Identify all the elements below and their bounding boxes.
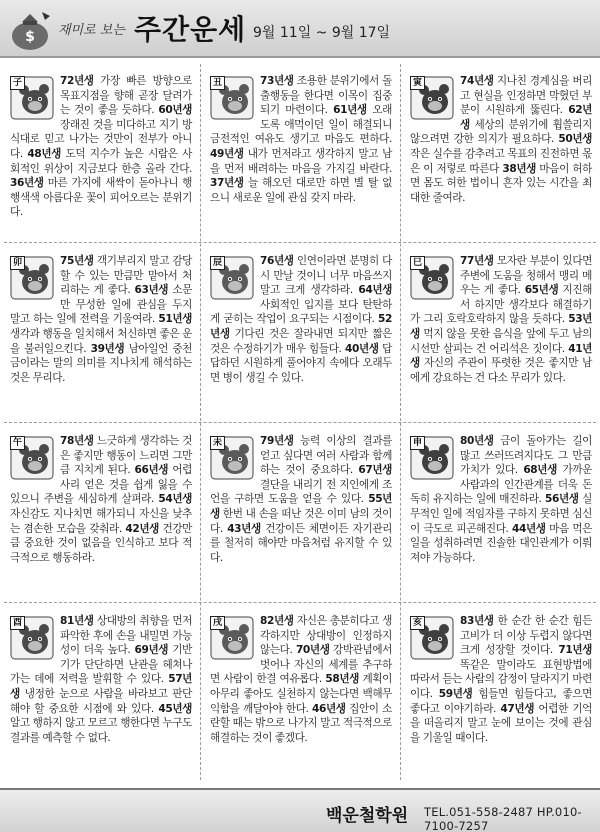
zodiac-badge: 戌	[210, 616, 225, 630]
zodiac-cell	[202, 244, 398, 422]
horse-icon	[10, 436, 54, 480]
fortune-sentence: 지나친 경계심을 버리고 현실을 인정하면 막혔던 부분이 시원하게 뚫린다.	[460, 75, 592, 117]
birth-year-label: 54년생	[158, 493, 192, 506]
birth-year-label: 79년생	[260, 435, 294, 447]
fortune-sentence: 냉정한 눈으로 사람을 바라보고 판단해야 할 중요한 시점에 와 있다.	[10, 687, 192, 715]
birth-year-label: 80년생	[460, 435, 494, 447]
birth-year-label: 71년생	[558, 644, 592, 657]
fortune-sentence: 가까운 사람과의 인간관계를 더욱 돈독히 유지하는 일에 매진하라.	[410, 464, 593, 506]
birth-year-label: 61년생	[333, 104, 367, 117]
birth-year-label: 39년생	[90, 342, 125, 355]
birth-year-label: 42년생	[125, 522, 159, 535]
fortune-sentence: 세상의 분위기에 휩쓸리지 않으려면 강한 의지가 필요하다.	[410, 118, 592, 146]
page-header	[0, 0, 600, 58]
zodiac-cell	[2, 604, 198, 782]
zodiac-badge: 亥	[410, 616, 425, 630]
svg-text:$: $	[25, 29, 35, 45]
zodiac-badge: 卯	[10, 256, 25, 270]
birth-year-label: 75년생	[60, 255, 94, 267]
fortune-sentence: 소문만 무성한 일에 관심을 두지 말고 하는 일에 전력을 기울여라.	[10, 284, 192, 326]
tiger-icon	[410, 76, 454, 120]
fortune-sentence: 능력 이상의 결과를 얻고 싶다면 여러 사람과 함께 하는 것이 중요하다.	[260, 435, 392, 477]
zodiac-cell	[2, 424, 198, 602]
birth-year-label: 76년생	[260, 255, 294, 267]
fortune-sentence: 건강만큼 중요한 것이 없음을 인식하고 보다 적극적으로 행동하라.	[10, 522, 192, 564]
fortune-sentence: 힘들면 힘들다고, 좋으면 좋다고 이야기하라.	[410, 687, 592, 715]
page-footer	[0, 788, 600, 832]
birth-year-label: 66년생	[134, 464, 169, 477]
zodiac-badge: 酉	[10, 616, 25, 630]
zodiac-cell	[202, 64, 398, 242]
rabbit-icon	[10, 256, 54, 300]
birth-year-label: 82년생	[260, 615, 294, 627]
zodiac-cell	[402, 604, 598, 782]
birth-year-label: 51년생	[158, 313, 192, 326]
row-divider	[4, 422, 596, 423]
fortune-sentence: 똑같은 말이라도 표현방법에 따라서 듣는 사람의 감정이 달라지기 마련이다.	[410, 658, 593, 700]
birth-year-label: 72년생	[60, 75, 94, 87]
birth-year-label: 50년생	[558, 133, 592, 146]
fortune-sentence: 사회적인 입지를 보다 탄탄하게 굳히는 작업이 요구되는 시점이다.	[210, 298, 392, 326]
pig-icon	[410, 616, 454, 660]
birth-year-label: 62년생	[460, 104, 592, 131]
birth-year-label: 63년생	[134, 284, 169, 297]
birth-year-label: 65년생	[524, 284, 559, 297]
birth-year-label: 57년생	[10, 673, 192, 700]
fortune-sentence: 가장 빠른 방향으로 목표지점을 향해 곧장 달려가는 것이 좋을 듯하다.	[60, 75, 192, 117]
zodiac-cell	[2, 64, 198, 242]
birth-year-label: 47년생	[500, 702, 535, 715]
zodiac-badge: 午	[10, 436, 25, 450]
fortune-sentence: 지진해서 하지만 생각보다 해결하기가 그리 호락호락하지 않을 듯하다.	[410, 284, 592, 326]
zodiac-cell	[2, 244, 198, 422]
birth-year-label: 67년생	[358, 464, 392, 477]
fortune-sentence: 오래도록 애먹이던 일이 해결되니 금전적인 여유도 생기고 마음도 편하다.	[210, 104, 392, 146]
zodiac-cell	[402, 64, 598, 242]
birth-year-label: 41년생	[410, 342, 592, 370]
fortune-sentence: 마음 먹은 일을 성취하려면 진솔한 대인관계가 이뤄져야 가능하다.	[410, 522, 592, 564]
zodiac-badge: 辰	[210, 256, 225, 270]
birth-year-label: 46년생	[312, 702, 346, 715]
zodiac-cell	[202, 604, 398, 782]
fortune-sentence: 강박관념에서 벗어나 자신의 세계를 추구하면 사람이 한결 여유롭다.	[210, 644, 393, 686]
zodiac-badge: 寅	[410, 76, 425, 90]
fortune-sentence: 도덕 지수가 높은 시람은 사회적인 위상이 지금보다 한층 올라 간다.	[10, 147, 192, 175]
fortune-sentence: 한 순간 한 순간 힘든 고비가 더 이상 두렵지 않다면 크게 성장할 것이다.	[460, 615, 592, 657]
birth-year-label: 60년생	[158, 104, 192, 117]
birth-year-label: 40년생	[345, 342, 379, 355]
birth-year-label: 37년생	[210, 177, 244, 190]
fortune-sentence: 남아일언 중천금이라는 말의 의미를 지나치게 해석하는 것은 무리다.	[10, 342, 192, 384]
zodiac-badge: 子	[10, 76, 25, 90]
dog-icon	[210, 616, 254, 660]
zodiac-cell	[202, 424, 398, 602]
date-range: 9월 11일 ~ 9월 17일	[253, 25, 391, 41]
fortune-sentence: 인연이라면 분명히 다시 만날 것이니 너무 마음쓰지 말고 크게 생각하라.	[260, 255, 392, 297]
dragon-icon	[210, 256, 254, 300]
birth-year-label: 81년생	[60, 615, 94, 627]
zodiac-badge: 丑	[210, 76, 225, 90]
fortune-sentence: 내가 먼저라고 생각하지 말고 남을 먼저 배려하는 마음을 가지길 바란다.	[210, 147, 392, 175]
sheep-icon	[210, 436, 254, 480]
birth-year-label: 38년생	[502, 162, 536, 175]
birth-year-label: 83년생	[460, 615, 494, 627]
fortune-sentence: 답답하던 시원하게 풀어야지 속에다 오래두면 병이 생길 수 있다.	[210, 342, 392, 384]
fortune-sentence: 어렵한 기억을 떠올리지 말고 눈에 보이는 것에 관심을 기울일 때이다.	[410, 702, 592, 744]
birth-year-label: 45년생	[158, 702, 192, 715]
zodiac-badge: 申	[410, 436, 425, 450]
fortune-sentence: 상대방의 취향을 먼저 파악한 후에 손을 내밀면 가능성이 더욱 높다.	[60, 615, 192, 657]
birth-year-label: 77년생	[460, 255, 494, 267]
fortune-sentence: 늘 해오던 대로만 하면 별 탈 없으니 새로운 일에 관심 갖지 마라.	[210, 177, 392, 204]
birth-year-label: 73년생	[260, 75, 294, 87]
ox-icon	[210, 76, 254, 120]
fortune-sentence: 마음이 허하면 몸도 허한 법이니 흔자 있는 시간을 최대한 줄여라.	[410, 162, 592, 204]
birth-year-label: 43년생	[227, 522, 261, 535]
birth-year-label: 59년생	[438, 687, 473, 700]
zodiac-cell	[402, 424, 598, 602]
birth-year-label: 69년생	[134, 644, 169, 657]
contact-info: TEL.051-558-2487 HP.010-7100-7257	[424, 805, 582, 832]
fortune-sentence: 기다린 것은 잘라내면 되지만 짧은 것은 수정하기가 매우 힘들다.	[210, 327, 392, 355]
fortune-sentence: 조용한 분위기에서 돌출행동을 한다면 이목이 집중되기 마련이다.	[260, 75, 392, 117]
fortune-sentence: 자신의 주관이 뚜렷한 것은 좋지만 남에게 강요하는 건 다소 무리가 있다.	[410, 357, 592, 384]
zodiac-badge: 巳	[410, 256, 425, 270]
fortune-sentence: 자신은 총분히다고 생각하지만 상대방이 인정하지 않는다.	[260, 615, 392, 657]
fortune-sentence: 결단을 내리기 전 지인에게 조언을 구하면 도움을 얻을 수 있다.	[210, 478, 392, 506]
fortune-sentence: 느긋하게 생각하는 것은 좋지만 행동이 느리면 그만큼 지치게 된다.	[60, 435, 192, 477]
page-title: 주간운세	[134, 13, 247, 46]
fortune-sentence: 장래진 것을 미다하고 지기 방식대로 믿고 나가는 것만이 전부가 아니다.	[10, 118, 192, 160]
fortune-sentence: 생각과 행동을 일치해서 처신하면 좋은 운을 불러일으킨다.	[10, 327, 193, 355]
snake-icon	[410, 256, 454, 300]
fortune-sentence: 마른 가지에 새싹이 돋아나니 행행색색 아름다운 꽃이 피어오르는 분위기다.	[10, 177, 192, 219]
row-divider	[4, 602, 596, 603]
birth-year-label: 36년생	[10, 177, 44, 190]
birth-year-label: 78년생	[60, 435, 94, 447]
header-subtitle: 재미로 보는	[58, 23, 125, 38]
birth-year-label: 58년생	[325, 673, 359, 686]
birth-year-label: 52년생	[210, 313, 392, 340]
rooster-icon	[10, 616, 54, 660]
money-bag-icon	[8, 6, 52, 52]
fortune-sentence: 알고 행하지 않고 모르고 행한다면 누구도 결과를 예측할 수 없다.	[10, 717, 193, 744]
fortune-sentence: 계획이 아무리 좋아도 실천하지 않는다면 백해무익함을 깨달아야 한다.	[210, 673, 392, 715]
zodiac-badge: 未	[210, 436, 225, 450]
fortune-sentence: 먹지 않을 못한 음식을 앞에 두고 남의 시선만 살피는 건 어리석은 짓이다.	[410, 327, 592, 355]
fortune-sentence: 기반기가 단단하면 난관을 헤쳐나가는 데에 저력을 발휘할 수 있다.	[10, 644, 192, 686]
fortune-sentence: 집안이 소란할 때는 밖으로 나가지 말고 적극적으로 해결하는 것이 좋겠다.	[210, 702, 393, 744]
birth-year-label: 44년생	[512, 522, 546, 535]
fortune-sentence: 건강이든 체면이든 자기관리를 철저히 해야만 마음처럼 유지할 수 있다.	[210, 522, 392, 564]
zodiac-cell	[402, 244, 598, 422]
fortune-sentence: 금이 돌아가는 길이 많고 쓰러뜨려지다도 그 만큼 가치가 있다.	[460, 435, 592, 477]
monkey-icon	[410, 436, 454, 480]
rat-icon	[10, 76, 54, 120]
row-divider	[4, 242, 596, 243]
fortune-sentence: 어렵사리 얻은 것을 쉽게 잃을 수 있으니 주변을 세심하게 살펴라.	[10, 464, 192, 506]
birth-year-label: 56년생	[545, 493, 579, 506]
birth-year-label: 68년생	[523, 464, 557, 477]
birth-year-label: 49년생	[210, 147, 244, 160]
fortune-sentence: 실무적인 일에 적임자를 구하지 못하면 심신이 극도로 피곤해진다.	[410, 493, 593, 535]
fortune-sentence: 모자란 부분이 있다면 주변에 도움을 청해서 맹리 메우는 게 좋다.	[460, 255, 592, 297]
birth-year-label: 74년생	[460, 75, 494, 87]
fortune-sentence: 자신감도 지나치면 해가되니 자신을 낮추는 겸손한 모습을 갖춰라.	[10, 507, 192, 535]
birth-year-label: 48년생	[27, 147, 61, 160]
fortune-sentence: 객기부리지 말고 감당할 수 있는 만큼만 맡아서 처리하는 게 좋다.	[60, 255, 192, 297]
fortune-sentence: 한번 내 손을 떠난 것은 이미 남의 것이다.	[210, 507, 392, 535]
birth-year-label: 53년생	[410, 313, 592, 340]
organization-name: 백운철학원	[326, 806, 409, 826]
fortune-sentence: 작은 실수를 감추려고 목표의 진전하면 몫은 이 저렇로 따른다	[410, 147, 593, 175]
birth-year-label: 55년생	[210, 493, 392, 520]
birth-year-label: 64년생	[358, 284, 392, 297]
birth-year-label: 70년생	[295, 644, 330, 657]
